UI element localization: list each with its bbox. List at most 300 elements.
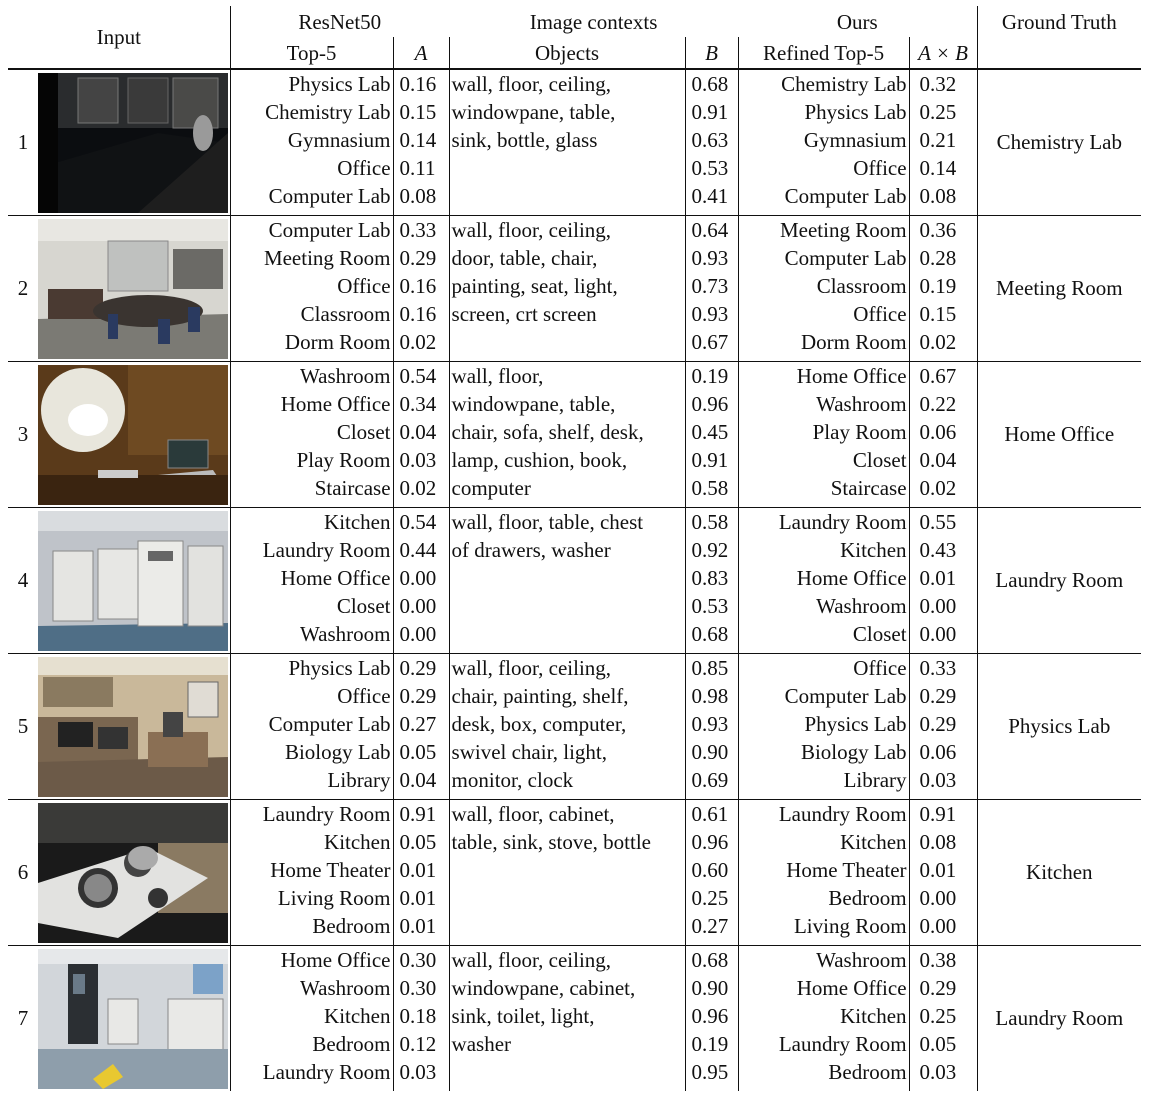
class-label: Gymnasium xyxy=(803,128,907,152)
score-value: 0.29 xyxy=(399,656,437,680)
class-label: Physics Lab xyxy=(804,100,907,124)
score-value: 0.58 xyxy=(691,476,729,500)
score-b xyxy=(685,69,738,216)
score-value: 0.96 xyxy=(691,392,729,416)
refined-top5 xyxy=(738,216,909,362)
objects-line xyxy=(452,564,685,592)
class-label: Office xyxy=(337,274,391,298)
score-b xyxy=(685,508,738,654)
row-number: 4 xyxy=(17,568,29,592)
class-label: Dorm Room xyxy=(284,330,391,354)
score-value: 0.06 xyxy=(919,740,957,764)
score-value: 0.27 xyxy=(691,914,729,938)
refined-top5 xyxy=(738,800,909,946)
class-label: Library xyxy=(843,768,907,792)
objects xyxy=(449,654,685,800)
score-value: 0.15 xyxy=(399,100,437,124)
score-value: 0.68 xyxy=(691,72,729,96)
class-label: Computer Lab xyxy=(268,184,391,208)
score-value: 0.22 xyxy=(919,392,957,416)
class-label: Play Room xyxy=(812,420,907,444)
objects-line: computer xyxy=(451,476,531,500)
score-value: 0.63 xyxy=(691,128,729,152)
objects-line: wall, floor, ceiling, xyxy=(451,72,612,96)
objects-line xyxy=(452,620,685,648)
class-label: Closet xyxy=(336,594,391,618)
class-label: Home Office xyxy=(796,976,907,1000)
score-value: 0.21 xyxy=(919,128,957,152)
table-row xyxy=(8,362,1141,508)
score-value: 0.05 xyxy=(399,830,437,854)
input-image-cell xyxy=(38,946,230,1092)
class-label: Home Theater xyxy=(270,858,391,882)
score-value: 0.30 xyxy=(399,948,437,972)
score-value: 0.68 xyxy=(691,948,729,972)
score-value: 0.92 xyxy=(691,538,729,562)
input-image-cell xyxy=(38,654,230,800)
objects-line: wall, floor, xyxy=(451,364,544,388)
class-label: Meeting Room xyxy=(263,246,391,270)
resnet-top5 xyxy=(230,69,393,216)
score-b xyxy=(685,946,738,1092)
header-objects: Objects xyxy=(449,37,685,69)
score-value: 0.93 xyxy=(691,302,729,326)
class-label: Kitchen xyxy=(324,510,391,534)
header-a: A xyxy=(393,37,449,69)
score-axb xyxy=(909,946,977,1092)
score-value: 0.27 xyxy=(399,712,437,736)
resnet-top5 xyxy=(230,216,393,362)
score-value: 0.55 xyxy=(919,510,957,534)
class-label: Biology Lab xyxy=(284,740,391,764)
class-label: Laundry Room xyxy=(778,802,907,826)
class-label: Bedroom xyxy=(828,1060,907,1084)
ground-truth: Kitchen xyxy=(1026,860,1093,884)
row-number: 5 xyxy=(17,714,29,738)
objects xyxy=(449,800,685,946)
score-value: 0.00 xyxy=(919,622,957,646)
refined-top5 xyxy=(738,946,909,1092)
score-a xyxy=(393,362,449,508)
score-b xyxy=(685,216,738,362)
score-axb xyxy=(909,362,977,508)
class-label: Washroom xyxy=(300,364,391,388)
row-number: 1 xyxy=(17,130,29,154)
class-label: Office xyxy=(337,684,391,708)
input-image-cell xyxy=(38,508,230,654)
score-value: 0.93 xyxy=(691,712,729,736)
score-b xyxy=(685,654,738,800)
score-a xyxy=(393,508,449,654)
score-value: 0.06 xyxy=(919,420,957,444)
row-number: 6 xyxy=(17,860,29,884)
score-value: 0.90 xyxy=(691,740,729,764)
class-label: Meeting Room xyxy=(779,218,907,242)
class-label: Library xyxy=(327,768,391,792)
score-value: 0.12 xyxy=(399,1032,437,1056)
objects-line: wall, floor, table, chest xyxy=(451,510,644,534)
score-value: 0.73 xyxy=(691,274,729,298)
score-value: 0.36 xyxy=(919,218,957,242)
score-value: 0.25 xyxy=(691,886,729,910)
class-label: Bedroom xyxy=(312,1032,391,1056)
class-label: Computer Lab xyxy=(784,246,907,270)
score-a xyxy=(393,216,449,362)
class-label: Bedroom xyxy=(312,914,391,938)
class-label: Staircase xyxy=(314,476,391,500)
class-label: Play Room xyxy=(296,448,391,472)
score-value: 0.01 xyxy=(399,858,437,882)
ground-truth: Chemistry Lab xyxy=(996,130,1122,154)
class-label: Bedroom xyxy=(828,886,907,910)
class-label: Classroom xyxy=(816,274,907,298)
objects-line: door, table, chair, xyxy=(451,246,598,270)
class-label: Computer Lab xyxy=(784,184,907,208)
class-label: Home Office xyxy=(280,392,391,416)
class-label: Dorm Room xyxy=(800,330,907,354)
kitchen-photo xyxy=(38,803,228,943)
objects-line: lamp, cushion, book, xyxy=(451,448,628,472)
chemistry-lab-photo xyxy=(38,73,228,213)
objects-line xyxy=(452,884,685,912)
score-a xyxy=(393,654,449,800)
header-refined-top5: Refined Top-5 xyxy=(738,37,909,69)
class-label: Office xyxy=(853,656,907,680)
table-row xyxy=(8,69,1141,216)
objects-line: of drawers, washer xyxy=(451,538,611,562)
score-axb xyxy=(909,216,977,362)
table-row xyxy=(8,654,1141,800)
score-value: 0.19 xyxy=(919,274,957,298)
class-label: Living Room xyxy=(277,886,391,910)
score-value: 0.33 xyxy=(919,656,957,680)
score-value: 0.04 xyxy=(399,768,437,792)
score-value: 0.53 xyxy=(691,156,729,180)
table-row xyxy=(8,508,1141,654)
class-label: Kitchen xyxy=(324,1004,391,1028)
score-value: 0.34 xyxy=(399,392,437,416)
score-value: 0.60 xyxy=(691,858,729,882)
score-value: 0.45 xyxy=(691,420,729,444)
header-resnet: ResNet50 xyxy=(298,9,382,34)
objects-line: sink, bottle, glass xyxy=(451,128,598,152)
objects xyxy=(449,508,685,654)
input-image-cell xyxy=(38,362,230,508)
score-value: 0.04 xyxy=(399,420,437,444)
class-label: Chemistry Lab xyxy=(265,100,391,124)
objects-line: painting, seat, light, xyxy=(451,274,618,298)
score-value: 0.91 xyxy=(399,802,437,826)
score-value: 0.15 xyxy=(919,302,957,326)
class-label: Physics Lab xyxy=(288,656,391,680)
table-body xyxy=(8,69,1141,1091)
class-label: Office xyxy=(853,156,907,180)
score-value: 0.83 xyxy=(691,566,729,590)
score-value: 0.00 xyxy=(919,886,957,910)
score-value: 0.05 xyxy=(399,740,437,764)
score-value: 0.03 xyxy=(399,1060,437,1084)
score-b xyxy=(685,362,738,508)
score-value: 0.01 xyxy=(399,886,437,910)
class-label: Physics Lab xyxy=(804,712,907,736)
score-value: 0.03 xyxy=(399,448,437,472)
ground-truth: Home Office xyxy=(1004,422,1115,446)
score-value: 0.08 xyxy=(919,184,957,208)
score-axb xyxy=(909,654,977,800)
class-label: Kitchen xyxy=(840,538,907,562)
objects-line: sink, toilet, light, xyxy=(451,1004,595,1028)
score-value: 0.67 xyxy=(691,330,729,354)
objects-line: windowpane, table, xyxy=(451,392,616,416)
score-value: 0.25 xyxy=(919,1004,957,1028)
objects xyxy=(449,362,685,508)
score-value: 0.03 xyxy=(919,1060,957,1084)
score-value: 0.00 xyxy=(399,594,437,618)
score-value: 0.95 xyxy=(691,1060,729,1084)
class-label: Laundry Room xyxy=(778,510,907,534)
score-value: 0.08 xyxy=(919,830,957,854)
score-value: 0.00 xyxy=(919,594,957,618)
score-value: 0.02 xyxy=(919,330,957,354)
score-value: 0.64 xyxy=(691,218,729,242)
score-value: 0.19 xyxy=(691,364,729,388)
class-label: Computer Lab xyxy=(268,218,391,242)
score-axb xyxy=(909,69,977,216)
score-value: 0.32 xyxy=(919,72,957,96)
row-number: 7 xyxy=(17,1006,29,1030)
table-row xyxy=(8,800,1141,946)
class-label: Computer Lab xyxy=(268,712,391,736)
score-value: 0.33 xyxy=(399,218,437,242)
score-value: 0.29 xyxy=(919,976,957,1000)
input-image-cell xyxy=(38,216,230,362)
class-label: Office xyxy=(337,156,391,180)
ground-truth: Meeting Room xyxy=(996,276,1123,300)
objects-line: wall, floor, cabinet, xyxy=(451,802,615,826)
class-label: Washroom xyxy=(816,594,907,618)
header-top5: Top-5 xyxy=(230,37,393,69)
class-label: Staircase xyxy=(830,476,907,500)
objects-line: table, sink, stove, bottle xyxy=(451,830,652,854)
objects-line xyxy=(452,328,685,356)
objects-line: wall, floor, ceiling, xyxy=(451,218,612,242)
objects-line: swivel chair, light, xyxy=(451,740,607,764)
score-value: 0.11 xyxy=(399,156,436,180)
objects-line xyxy=(452,1058,685,1086)
score-axb xyxy=(909,800,977,946)
ground-truth: Physics Lab xyxy=(1008,714,1111,738)
objects-line xyxy=(452,856,685,884)
objects-line: desk, box, computer, xyxy=(451,712,627,736)
class-label: Laundry Room xyxy=(262,538,391,562)
score-value: 0.68 xyxy=(691,622,729,646)
score-value: 0.90 xyxy=(691,976,729,1000)
score-a xyxy=(393,800,449,946)
class-label: Washroom xyxy=(300,622,391,646)
objects-line xyxy=(452,154,685,182)
class-label: Computer Lab xyxy=(784,684,907,708)
class-label: Closet xyxy=(852,448,907,472)
ground-truth: Laundry Room xyxy=(995,1006,1124,1030)
objects-line xyxy=(452,912,685,940)
header-ours: Ours xyxy=(738,6,977,37)
score-a xyxy=(393,69,449,216)
score-value: 0.00 xyxy=(399,566,437,590)
objects-line xyxy=(452,182,685,210)
refined-top5 xyxy=(738,69,909,216)
class-label: Home Theater xyxy=(786,858,907,882)
score-value: 0.00 xyxy=(919,914,957,938)
score-value: 0.91 xyxy=(691,448,729,472)
class-label: Washroom xyxy=(300,976,391,1000)
class-label: Biology Lab xyxy=(800,740,907,764)
header-axb: A × B xyxy=(909,37,977,69)
resnet-top5 xyxy=(230,800,393,946)
score-value: 0.16 xyxy=(399,72,437,96)
ground-truth: Laundry Room xyxy=(995,568,1124,592)
score-value: 0.41 xyxy=(691,184,729,208)
score-value: 0.43 xyxy=(919,538,957,562)
class-label: Laundry Room xyxy=(262,802,391,826)
score-value: 0.93 xyxy=(691,246,729,270)
score-value: 0.29 xyxy=(919,712,957,736)
score-value: 0.18 xyxy=(399,1004,437,1028)
score-value: 0.02 xyxy=(399,330,437,354)
table-row xyxy=(8,216,1141,362)
score-value: 0.29 xyxy=(399,684,437,708)
input-image-cell xyxy=(38,800,230,946)
header-b: B xyxy=(685,37,738,69)
score-value: 0.02 xyxy=(919,476,957,500)
score-value: 0.61 xyxy=(691,802,729,826)
class-label: Chemistry Lab xyxy=(781,72,907,96)
score-value: 0.01 xyxy=(919,566,957,590)
physics-lab-photo xyxy=(38,657,228,797)
refined-top5 xyxy=(738,362,909,508)
score-value: 0.03 xyxy=(919,768,957,792)
score-value: 0.16 xyxy=(399,302,437,326)
score-b xyxy=(685,800,738,946)
score-value: 0.01 xyxy=(399,914,437,938)
score-value: 0.25 xyxy=(919,100,957,124)
objects-line: windowpane, table, xyxy=(451,100,616,124)
score-value: 0.30 xyxy=(399,976,437,1000)
resnet-top5 xyxy=(230,654,393,800)
input-image-cell xyxy=(38,69,230,216)
objects-line: screen, crt screen xyxy=(451,302,597,326)
laundry-room-2-photo xyxy=(38,949,228,1089)
class-label: Closet xyxy=(336,420,391,444)
laundry-room-photo xyxy=(38,511,228,651)
class-label: Classroom xyxy=(300,302,391,326)
score-value: 0.02 xyxy=(399,476,437,500)
class-label: Office xyxy=(853,302,907,326)
results-table xyxy=(8,6,1141,1091)
class-label: Living Room xyxy=(793,914,907,938)
refined-top5 xyxy=(738,654,909,800)
table-row xyxy=(8,946,1141,1092)
score-value: 0.44 xyxy=(399,538,437,562)
class-label: Home Office xyxy=(280,566,391,590)
home-office-photo xyxy=(38,365,228,505)
score-value: 0.91 xyxy=(691,100,729,124)
score-value: 0.14 xyxy=(399,128,437,152)
score-value: 0.29 xyxy=(399,246,437,270)
score-value: 0.29 xyxy=(919,684,957,708)
class-label: Kitchen xyxy=(840,1004,907,1028)
score-value: 0.58 xyxy=(691,510,729,534)
class-label: Closet xyxy=(852,622,907,646)
row-number: 2 xyxy=(17,276,29,300)
score-axb xyxy=(909,508,977,654)
score-value: 0.05 xyxy=(919,1032,957,1056)
header-input: Input xyxy=(8,6,230,69)
header-gt-blank xyxy=(977,37,1141,69)
score-value: 0.01 xyxy=(919,858,957,882)
score-a xyxy=(393,946,449,1092)
resnet-top5 xyxy=(230,946,393,1092)
score-value: 0.85 xyxy=(691,656,729,680)
score-value: 0.19 xyxy=(691,1032,729,1056)
score-value: 0.54 xyxy=(399,364,437,388)
resnet-top5 xyxy=(230,508,393,654)
class-label: Home Office xyxy=(280,948,391,972)
resnet-top5 xyxy=(230,362,393,508)
score-value: 0.16 xyxy=(399,274,437,298)
score-value: 0.08 xyxy=(399,184,437,208)
class-label: Washroom xyxy=(816,392,907,416)
score-value: 0.53 xyxy=(691,594,729,618)
class-label: Kitchen xyxy=(324,830,391,854)
score-value: 0.38 xyxy=(919,948,957,972)
class-label: Laundry Room xyxy=(262,1060,391,1084)
score-value: 0.00 xyxy=(399,622,437,646)
class-label: Home Office xyxy=(796,566,907,590)
score-value: 0.96 xyxy=(691,1004,729,1028)
header-image-contexts: Image contexts xyxy=(529,9,658,34)
score-value: 0.91 xyxy=(919,802,957,826)
score-value: 0.96 xyxy=(691,830,729,854)
objects xyxy=(449,216,685,362)
objects-line xyxy=(452,592,685,620)
score-value: 0.28 xyxy=(919,246,957,270)
objects xyxy=(449,946,685,1092)
header-ground-truth: Ground Truth xyxy=(1001,9,1117,34)
class-label: Gymnasium xyxy=(287,128,391,152)
refined-top5 xyxy=(738,508,909,654)
objects-line: wall, floor, ceiling, xyxy=(451,656,612,680)
class-label: Washroom xyxy=(816,948,907,972)
objects-line: windowpane, cabinet, xyxy=(451,976,636,1000)
row-number: 3 xyxy=(17,422,29,446)
score-value: 0.69 xyxy=(691,768,729,792)
objects-line: wall, floor, ceiling, xyxy=(451,948,612,972)
score-value: 0.67 xyxy=(919,364,957,388)
score-value: 0.98 xyxy=(691,684,729,708)
class-label: Home Office xyxy=(796,364,907,388)
score-value: 0.14 xyxy=(919,156,957,180)
class-label: Physics Lab xyxy=(288,72,391,96)
objects-line: washer xyxy=(451,1032,512,1056)
objects xyxy=(449,69,685,216)
objects-line: chair, sofa, shelf, desk, xyxy=(451,420,644,444)
meeting-room-photo xyxy=(38,219,228,359)
score-value: 0.04 xyxy=(919,448,957,472)
objects-line: monitor, clock xyxy=(451,768,574,792)
score-value: 0.54 xyxy=(399,510,437,534)
class-label: Kitchen xyxy=(840,830,907,854)
class-label: Laundry Room xyxy=(778,1032,907,1056)
